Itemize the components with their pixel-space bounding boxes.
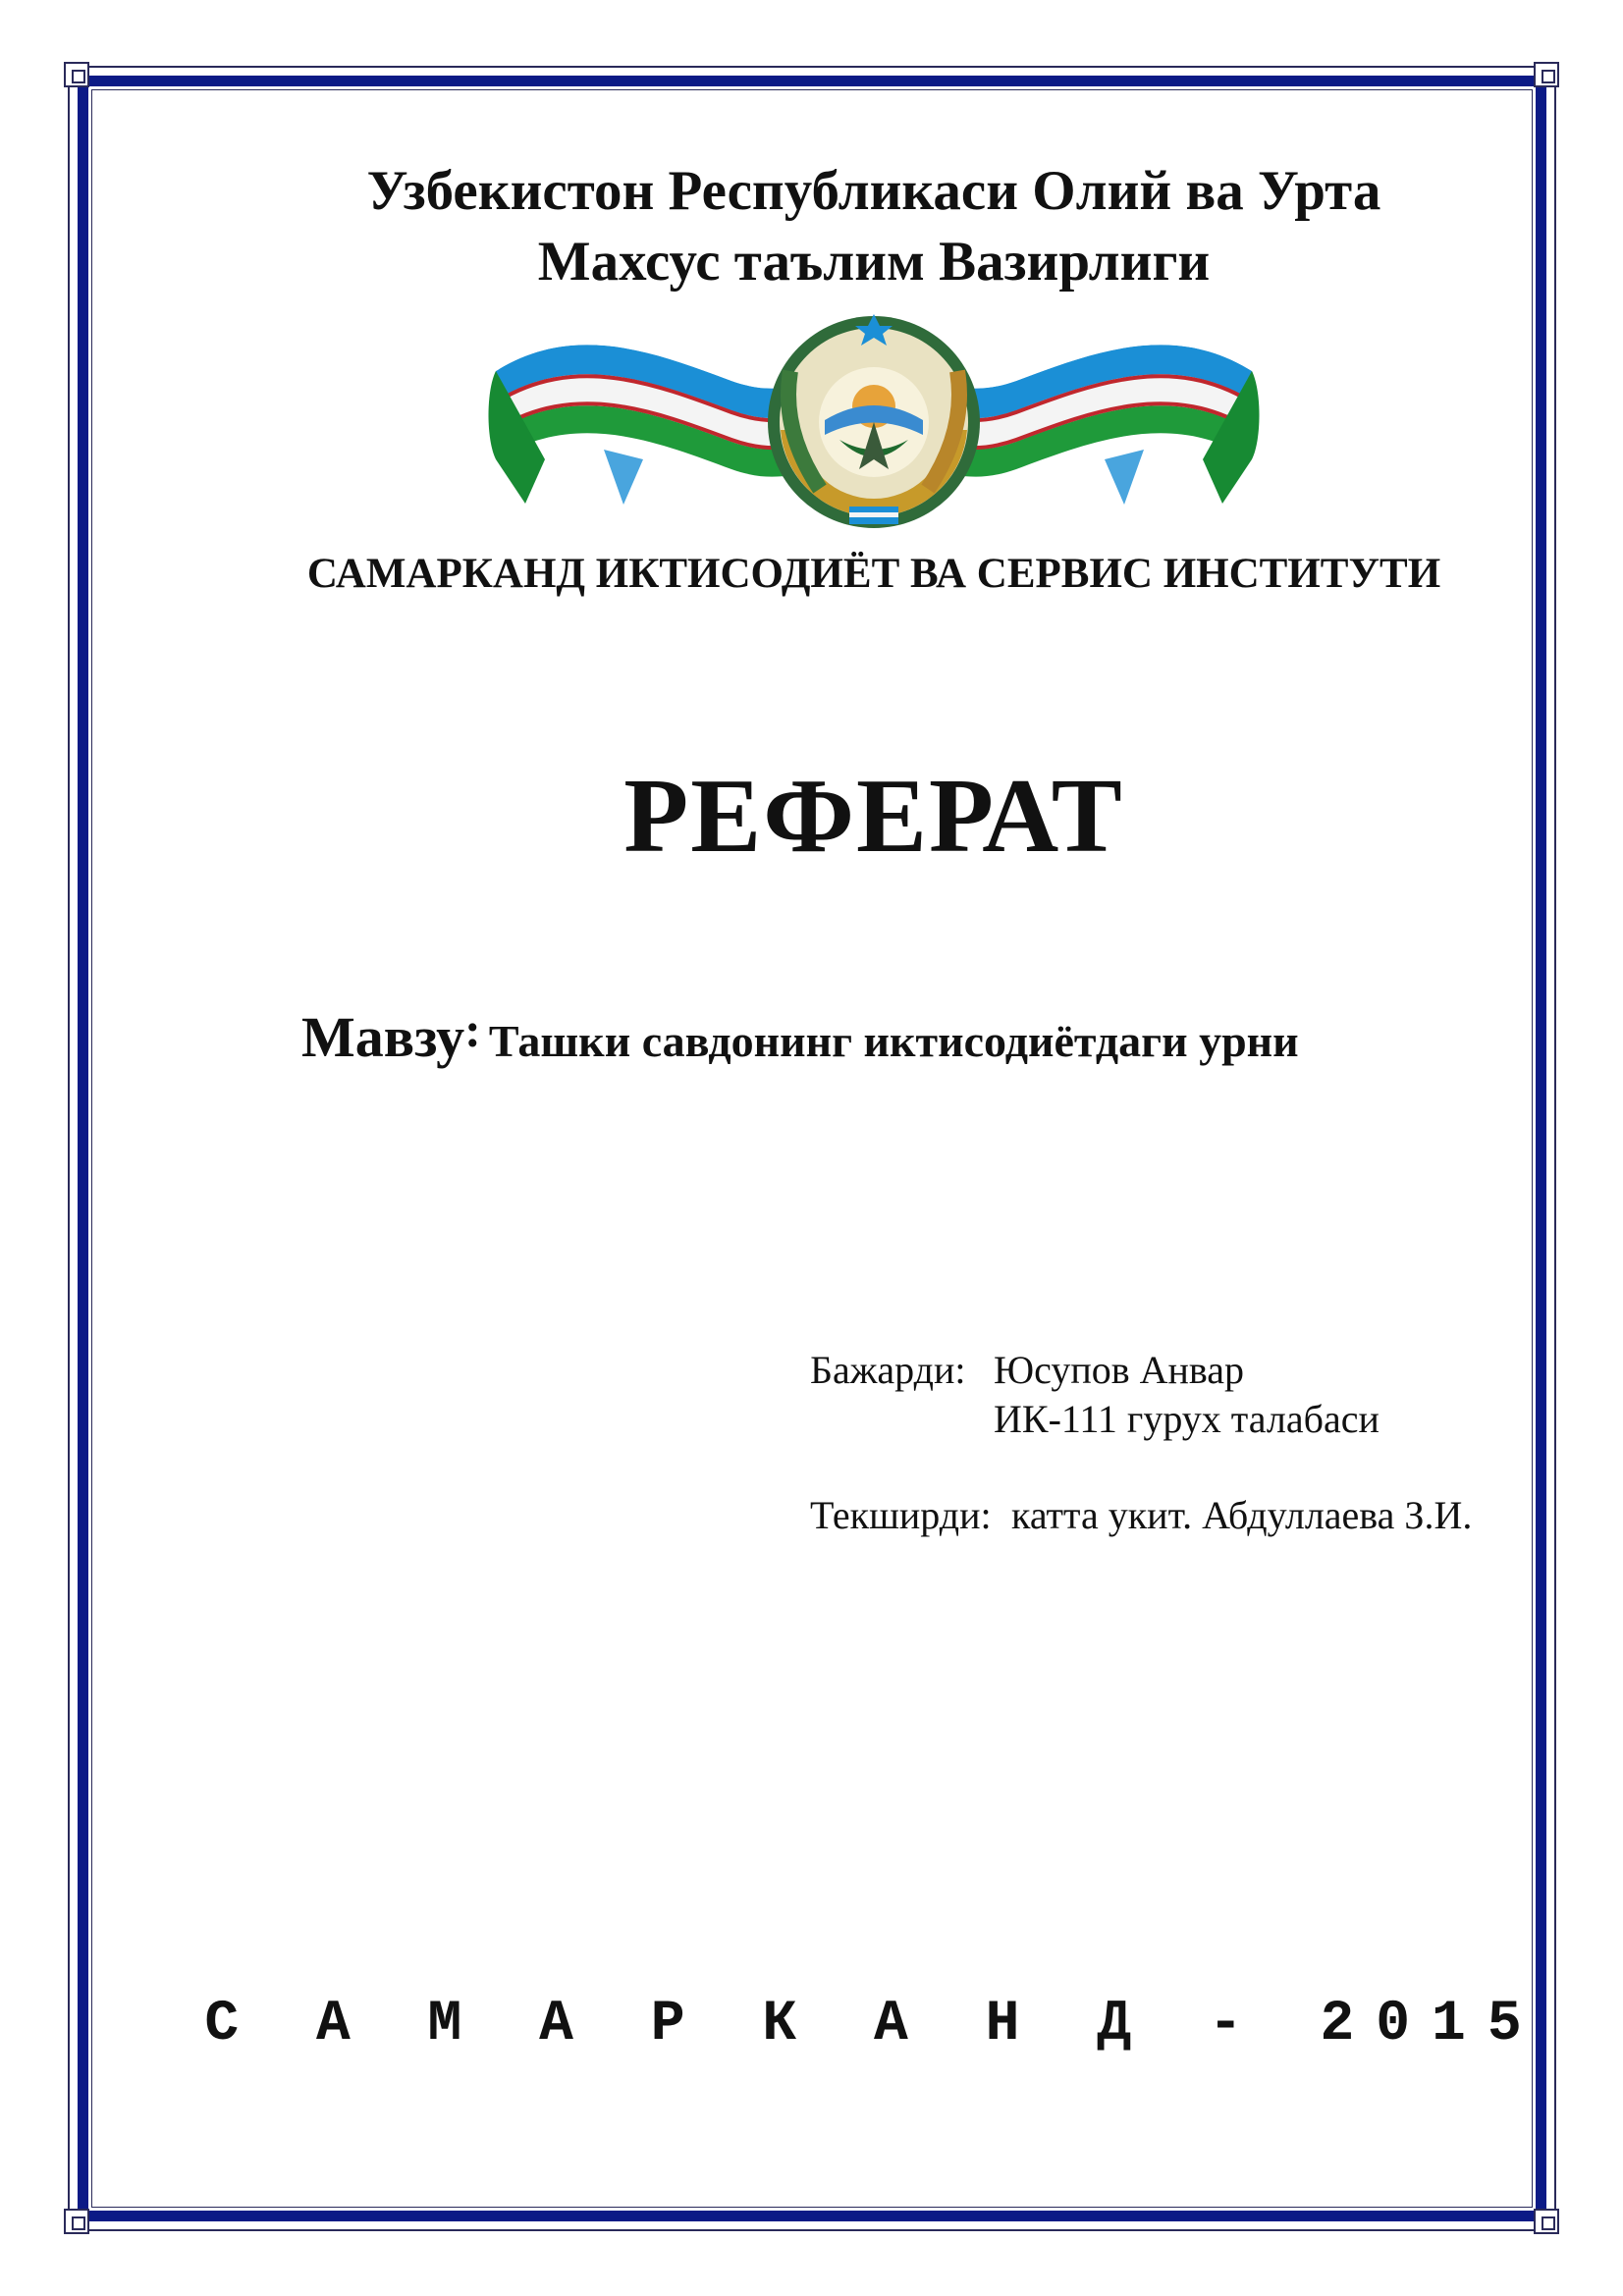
ministry-line-1: Узбекистон Республикаси Олий ва Урта xyxy=(366,160,1381,222)
topic-colon: : xyxy=(464,1002,481,1057)
footer-city-year: С А М А Р К А Н Д - 2015 xyxy=(204,1993,1543,2056)
frame-corner-bottom-right xyxy=(1534,2209,1559,2234)
topic-label: Мавзу xyxy=(301,1005,465,1069)
topic-value: Ташки савдонинг иктисодиётдаги урни xyxy=(488,1016,1299,1066)
performed-label: Бажарди: xyxy=(810,1348,966,1392)
document-title: РЕФЕРАТ xyxy=(623,758,1124,875)
frame-corner-top-right xyxy=(1534,62,1559,87)
ministry-line-2: Махсус таълим Вазирлиги xyxy=(537,231,1211,293)
topic-row xyxy=(301,1001,1299,1070)
checked-label: Текширди: xyxy=(810,1493,992,1537)
checked-value: катта укит. Абдуллаева З.И. xyxy=(1011,1493,1473,1537)
frame-corner-top-left xyxy=(64,62,89,87)
institute-name: САМАРКАНД ИКТИСОДИЁТ ВА СЕРВИС ИНСТИТУТИ xyxy=(306,551,1441,597)
frame-corner-bottom-left xyxy=(64,2209,89,2234)
performed-group: ИК-111 гурух талабаси xyxy=(994,1397,1380,1441)
performed-name: Юсупов Анвар xyxy=(994,1348,1245,1392)
state-emblem-with-flag-ribbon-icon xyxy=(486,312,1262,544)
